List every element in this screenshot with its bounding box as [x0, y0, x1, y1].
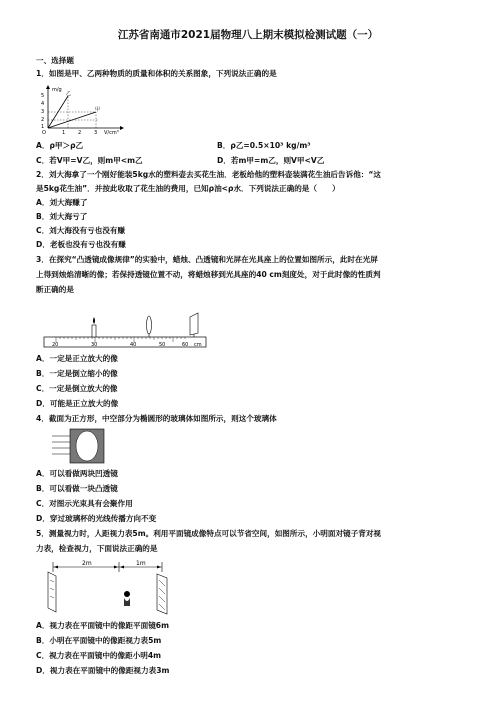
q1-option-c: C．若V甲=V乙，则m甲<m乙	[36, 156, 143, 165]
ruler-label: 50	[159, 342, 166, 348]
x-axis-label: V/cm³	[104, 130, 119, 136]
series-label-jia: 甲	[95, 107, 101, 113]
x-tick: 1	[62, 130, 66, 136]
q3-option-b: B．一定是倒立缩小的像	[36, 369, 118, 378]
ruler-label: 20	[52, 342, 59, 348]
x-tick: 3	[94, 130, 98, 136]
q4-option-a: A．可以看做两块凹透镜	[36, 469, 118, 478]
q2-option-a: A．刘大海赚了	[36, 198, 88, 207]
candle	[92, 317, 96, 337]
q5-option-d: D．视力表在平面镜中的像距视力表3m	[36, 666, 170, 675]
q5-option-c: C．视力表在平面镜中的像距小明4m	[36, 651, 162, 660]
q1-stem: 1．如图是甲、乙两种物质的质量和体积的关系图象，下列说法正确的是	[36, 69, 277, 78]
q4-option-b: B．可以看做一块凸透镜	[36, 484, 118, 493]
q4-option-c: C．对图示光束具有会聚作用	[36, 499, 133, 508]
q3-stem-line1: 3．在探究“凸透镜成像规律”的实验中，蜡烛、凸透镜和光屏在光具座上的位置如图所示，此时在光屏	[36, 255, 378, 264]
q3-stem-line3: 断正确的是	[36, 285, 74, 294]
q1-mass-volume-graph	[38, 84, 138, 136]
q5-stem-line2: 力表，检查视力，下面说法正确的是	[36, 544, 158, 553]
q2-option-b: B．刘大海亏了	[36, 212, 88, 221]
q5-option-b: B．小明在平面镜中的像距视力表5m	[36, 636, 162, 645]
series-label-yi: 乙	[66, 91, 72, 97]
section-heading: 一、选择题	[36, 56, 74, 65]
q5-option-a: A．视力表在平面镜中的像距平面镜6m	[36, 621, 169, 630]
q3-option-d: D．可能是正立放大的像	[36, 399, 119, 408]
distance-1m: 1m	[136, 560, 146, 567]
light-screen	[190, 313, 198, 337]
q5-stem-line1: 5．测量视力时，人距视力表5m。利用平面镜成像特点可以节省空间，如图所示，小明面对镜子背对视	[36, 529, 382, 538]
q1-option-a: A．ρ甲＞ρ乙	[36, 141, 84, 150]
q5-eye-test-figure	[44, 558, 180, 616]
origin-label: O	[42, 130, 46, 136]
q3-option-c: C．一定是倒立放大的像	[36, 384, 118, 393]
q3-optical-bench-figure	[42, 305, 208, 351]
distance-2m: 2m	[82, 560, 92, 567]
q2-option-c: C．刘大海没有亏也没有赚	[36, 226, 126, 235]
ruler-label: 40	[130, 342, 137, 348]
q2-stem-line1: 2．刘大海拿了一个刚好能装5kg水的塑料壶去买花生油．老板给他的塑料壶装满花生油后告诉他：“这	[36, 170, 381, 179]
student-xiaoming	[124, 591, 130, 606]
plane-mirror	[157, 574, 167, 614]
q3-option-a: A．一定是正立放大的像	[36, 354, 118, 363]
y-tick: 2	[41, 117, 45, 123]
ruler-label: cm	[194, 342, 202, 348]
y-tick: 4	[41, 101, 45, 107]
y-axis-label: m/g	[52, 87, 62, 93]
q1-option-d: D．若m甲=m乙，则V甲<V乙	[217, 156, 325, 165]
q4-glass-block-figure	[50, 426, 110, 466]
q4-option-d: D．穿过玻璃杯的光线传播方向不变	[36, 514, 157, 523]
ruler-label: 30	[91, 342, 98, 348]
ruler-label: 60	[182, 342, 189, 348]
eye-chart	[48, 572, 56, 612]
y-tick: 3	[41, 109, 45, 115]
page-title: 江苏省南通市2021届物理八上期末模拟检测试题（一）	[117, 29, 379, 41]
y-tick: 5	[41, 93, 45, 99]
q3-stem-line2: 上得到烛焰清晰的像；若保持透镜位置不动，将蜡烛移到光具座的40 cm刻度处，对于此时像的性质判	[36, 270, 381, 279]
y-tick: 1	[41, 124, 45, 130]
q2-stem-line2: 是5kg花生油”．并按此收取了花生油的费用，已知ρ油<ρ水．下列说法正确的是（ ）	[36, 184, 340, 193]
x-tick: 2	[78, 130, 82, 136]
q4-stem: 4．截面为正方形，中空部分为椭圆形的玻璃体如图所示，则这个玻璃体	[36, 414, 277, 423]
hollow-ellipse	[76, 431, 98, 461]
q1-option-b: B．ρ乙=0.5×10³ kg/m³	[217, 141, 311, 150]
convex-lens	[147, 316, 152, 337]
q2-option-d: D．老板也没有亏也没有赚	[36, 240, 126, 249]
light-beam	[52, 436, 70, 454]
